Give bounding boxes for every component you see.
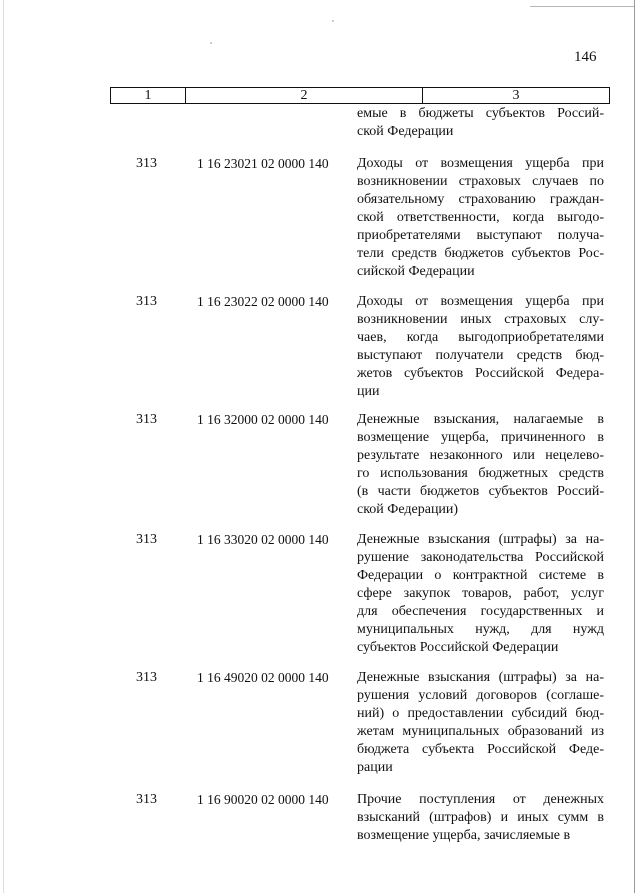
admin-code: 313 bbox=[136, 532, 157, 547]
description-line: для обеспечения государственных и bbox=[357, 604, 604, 619]
description-line: ции bbox=[357, 384, 380, 399]
description-line: субъектов Российской Федерации bbox=[357, 640, 559, 655]
scan-speck bbox=[332, 20, 334, 22]
description-line: Денежные взыскания (штрафы) за на- bbox=[357, 670, 604, 685]
budget-classification-code: 1 16 49020 02 0000 140 bbox=[197, 670, 329, 685]
admin-code: 313 bbox=[136, 412, 157, 427]
admin-code: 313 bbox=[136, 792, 157, 807]
description-line: чаев, когда выгодоприобретателями bbox=[357, 330, 604, 345]
description-line: сфере закупок товаров, работ, услуг bbox=[357, 586, 604, 601]
scan-speck bbox=[210, 42, 212, 44]
description-line: Прочие поступления от денежных bbox=[357, 792, 604, 807]
description-line: возмещение ущерба, причиненного в bbox=[357, 430, 604, 445]
header-cell-2: 2 bbox=[186, 88, 423, 103]
budget-classification-code: 1 16 23022 02 0000 140 bbox=[197, 294, 329, 309]
income-description bbox=[357, 155, 604, 281]
description-line: Денежные взыскания, налагаемые в bbox=[357, 412, 604, 427]
description-line: ской Федерации bbox=[357, 124, 454, 139]
description-line: обязательному страхованию граждан- bbox=[357, 192, 604, 207]
admin-code: 313 bbox=[136, 156, 157, 171]
description-line: возникновении иных страховых слу- bbox=[357, 312, 604, 327]
description-line: тели средств бюджетов субъектов Рос- bbox=[357, 246, 604, 261]
description-line: приобретателями выступают получа- bbox=[357, 228, 604, 243]
income-description bbox=[357, 669, 604, 777]
description-line: бюджета субъекта Российской Феде- bbox=[357, 742, 604, 757]
description-line: ской Федерации) bbox=[357, 502, 459, 517]
budget-classification-code: 1 16 33020 02 0000 140 bbox=[197, 532, 329, 547]
description-line: возмещение ущерба, зачисляемые в bbox=[357, 828, 571, 843]
scan-edge-left bbox=[3, 0, 4, 893]
description-line: жетам муниципальных образований из bbox=[357, 724, 604, 739]
description-line: Доходы от возмещения ущерба при bbox=[357, 156, 604, 171]
description-line: взысканий (штрафов) и иных сумм в bbox=[357, 810, 604, 825]
continuation-description bbox=[357, 105, 604, 141]
income-description bbox=[357, 293, 604, 401]
income-description bbox=[357, 411, 604, 519]
budget-classification-code: 1 16 90020 02 0000 140 bbox=[197, 792, 329, 807]
budget-classification-code: 1 16 23021 02 0000 140 bbox=[197, 156, 329, 171]
scan-edge-right bbox=[634, 0, 635, 893]
description-line: выступают получатели средств бюд- bbox=[357, 348, 604, 363]
income-description bbox=[357, 531, 604, 657]
description-line: Денежные взыскания (штрафы) за на- bbox=[357, 532, 604, 547]
header-cell-3: 3 bbox=[512, 88, 520, 103]
admin-code: 313 bbox=[136, 670, 157, 685]
table-header bbox=[110, 87, 610, 104]
header-cell-1: 1 bbox=[111, 88, 186, 103]
description-line: муниципальных нужд, для нужд bbox=[357, 622, 604, 637]
description-line: (в части бюджетов субъектов Россий- bbox=[357, 484, 604, 499]
description-line: возникновении страховых случаев по bbox=[357, 174, 604, 189]
description-line: емые в бюджеты субъектов Россий- bbox=[357, 106, 604, 121]
budget-classification-code: 1 16 32000 02 0000 140 bbox=[197, 412, 329, 427]
scan-mark-top bbox=[530, 6, 634, 7]
description-line: Федерации о контрактной системе в bbox=[357, 568, 604, 583]
description-line: рушения условий договоров (соглаше- bbox=[357, 688, 604, 703]
description-line: го использования бюджетных средств bbox=[357, 466, 604, 481]
page-number: 146 bbox=[574, 49, 597, 65]
description-line: ний) о предоставлении субсидий бюд- bbox=[357, 706, 604, 721]
description-line: Доходы от возмещения ущерба при bbox=[357, 294, 604, 309]
description-line: ской ответственности, когда выгодо- bbox=[357, 210, 604, 225]
description-line: сийской Федерации bbox=[357, 264, 475, 279]
description-line: рации bbox=[357, 760, 393, 775]
description-line: результате незаконного или нецелево- bbox=[357, 448, 604, 463]
admin-code: 313 bbox=[136, 294, 157, 309]
description-line: жетов субъектов Российской Федера- bbox=[357, 366, 604, 381]
description-line: рушение законодательства Российской bbox=[357, 550, 604, 565]
income-description bbox=[357, 791, 604, 845]
